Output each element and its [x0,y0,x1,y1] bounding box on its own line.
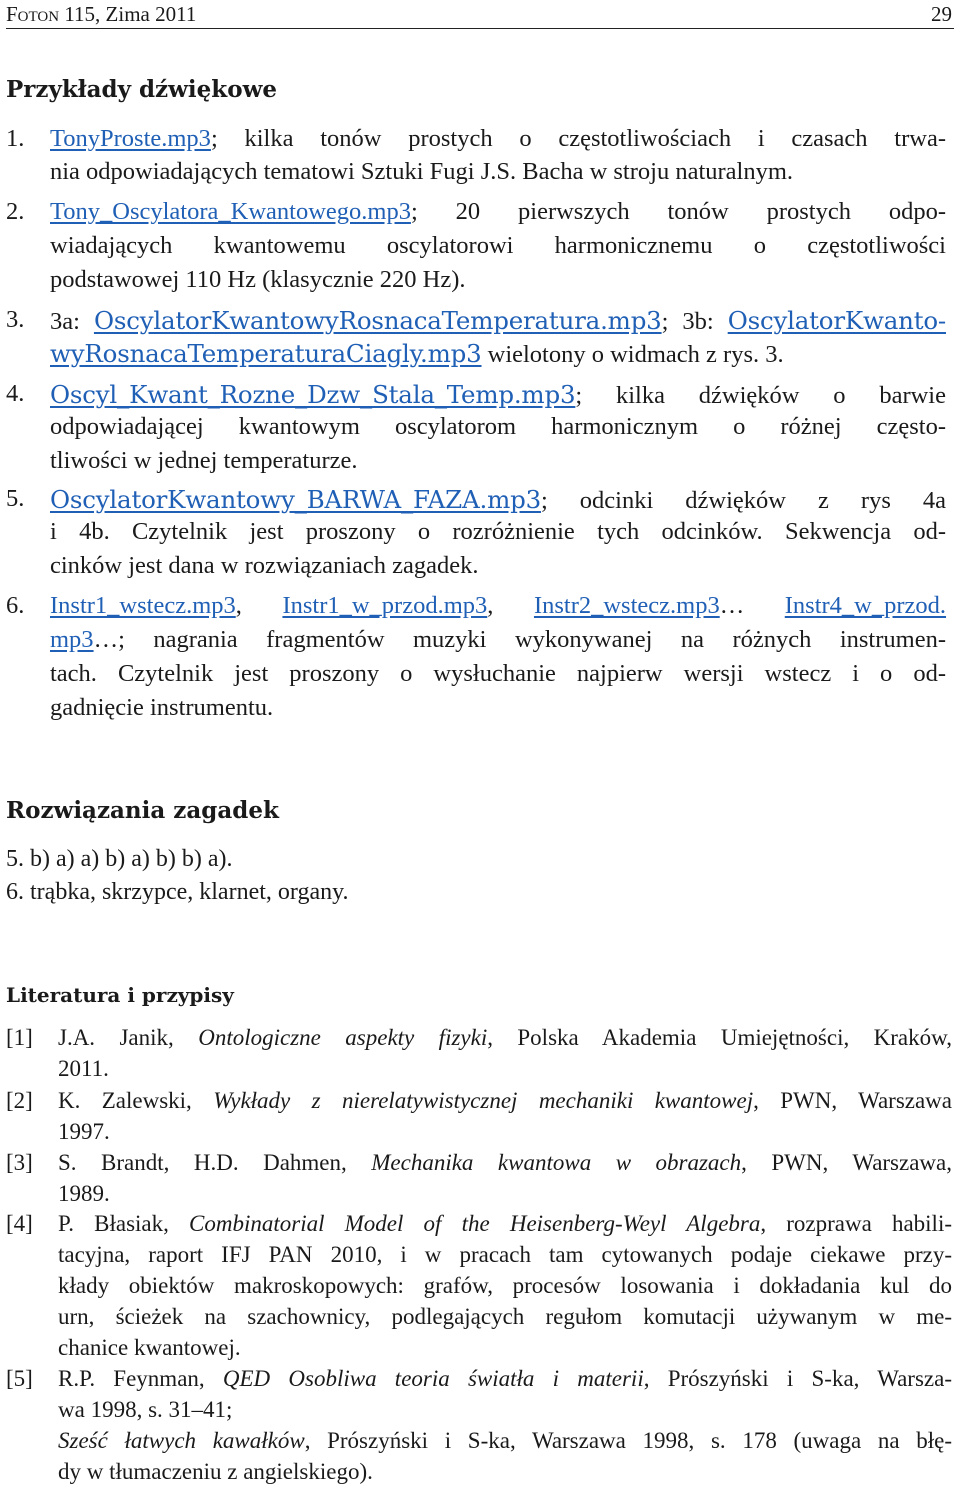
reference-line [58,1366,952,1392]
reference-line: kłady obiektów makroskopowych: grafów, procesów losowania i dokładania kul do [58,1273,952,1298]
item-text: wielotony o widmach z rys. 3. [481,341,784,368]
reference-author: J.A. Janik, [58,1025,199,1050]
reference-author: P. Błasiak, [58,1211,190,1236]
item-number: 3. [6,306,25,333]
item-text: ; odcinki dźwięków z rys 4a [540,487,946,514]
item-text: , [487,592,534,619]
reference-number: [5] [6,1366,33,1391]
item-number: 1. [6,125,25,152]
item-line: nia odpowiadających tematowi Sztuki Fugi J.S. Bacha w stroju naturalnym. [50,158,794,185]
journal-name: Foton [6,2,60,26]
item-line: i 4b. Czytelnik jest proszony o rozróżnienie tych odcinków. Sekwencja od- [50,518,946,545]
sound-link-instr1-w-przod[interactable]: Instr1_w_przod.mp3 [282,592,488,619]
item-text: … [719,592,785,619]
item-text: 3a: [50,308,94,335]
reference-title: Wykłady z nierelatywistycznej mechaniki kwantowej [213,1088,754,1113]
journal-issue [6,1,196,27]
reference-line: dy w tłumaczeniu z angielskiego). [58,1459,373,1484]
item-line: odpowiadającej kwantowym oscylatorom harmonicznym o różnej często- [50,413,946,440]
item-number: 5. [6,485,25,512]
sounds-heading: Przykłady dźwiękowe [6,76,278,103]
reference-line: wa 1998, s. 31–41; [58,1397,233,1422]
reference-title: QED Osobliwa teoria światła i materii [222,1366,644,1391]
item-text: ; kilka dźwięków o barwie [575,382,946,409]
item-number: 4. [6,380,25,407]
reference-title: Sześć łatwych kawałków [58,1428,305,1453]
reference-text: , PWN, Warszawa [753,1088,953,1113]
reference-line [58,1088,952,1114]
item-line: cinków jest dana w rozwiązaniach zagadek. [50,552,479,579]
reference-author: R.P. Feynman, [58,1366,223,1391]
item-line [50,485,946,515]
reference-line: 2011. [58,1056,109,1081]
reference-line: 1989. [58,1181,110,1206]
reference-title: Combinatorial Model of the Heisenberg-Weyl Algebra [189,1211,761,1236]
sound-link-rosnaca-ciagly-part1[interactable]: OscylatorKwanto- [727,306,946,335]
item-line: tliwości w jednej temperaturze. [50,447,358,474]
page-number: 29 [931,2,952,26]
item-text: ; 3b: [661,308,728,335]
reference-number: [1] [6,1025,33,1050]
solutions-heading: Rozwiązania zagadek [6,797,279,824]
reference-line [58,1211,952,1237]
reference-line [58,1150,952,1176]
item-line [50,592,946,620]
reference-title: Ontologiczne aspekty fizyki [198,1025,488,1050]
item-line [50,626,946,654]
issue-label: 115, Zima 2011 [64,2,197,26]
running-header [6,0,954,29]
reference-number: [2] [6,1088,33,1113]
item-line: tach. Czytelnik jest proszony o wysłuchanie najpierw wersji wstecz i o od- [50,660,946,687]
references-heading: Literatura i przypisy [6,983,234,1007]
sound-link-rozne-dzw[interactable]: Oscyl_Kwant_Rozne_Dzw_Stala_Temp.mp3 [50,380,576,409]
sound-link-rosnaca-ciagly-part2[interactable]: wyRosnacaTemperaturaCiagly.mp3 [50,339,482,368]
item-text: , [235,592,283,619]
item-number: 6. [6,592,25,619]
reference-text: , Polska Akademia Umiejętności, Kraków, [487,1025,952,1050]
sound-link-barwa-faza[interactable]: OscylatorKwantowy_BARWA_FAZA.mp3 [50,485,541,514]
reference-line: tacyjna, raport IFJ PAN 2010, i w pracach tam cytowanych podaje ciekawe przy- [58,1242,952,1267]
reference-line [58,1025,952,1051]
item-line [50,339,784,369]
reference-text: , Prószyński i S-ka, Warsza- [643,1366,952,1391]
reference-line [58,1428,952,1454]
reference-text: , rozprawa habili- [760,1211,952,1236]
reference-author: S. Brandt, H.D. Dahmen, [58,1150,372,1175]
sound-link-instr2-wstecz[interactable]: Instr2_wstecz.mp3 [533,592,720,619]
item-number: 2. [6,198,25,225]
item-text: ; 20 pierwszych tonów prostych odpo- [410,198,946,225]
sound-link-tonyproste[interactable]: TonyProste.mp3 [50,125,211,152]
item-line [50,125,946,153]
reference-line: 1997. [58,1119,110,1144]
solution-line-6: 6. trąbka, skrzypce, klarnet, organy. [6,879,349,905]
reference-text: , Prószyński i S-ka, Warszawa 1998, s. 178 (uwaga na błę- [304,1428,952,1453]
sound-link-tony-oscylatora[interactable]: Tony_Oscylatora_Kwantowego.mp3 [50,198,411,225]
reference-number: [3] [6,1150,33,1175]
sound-link-instr4-w-przod-part2[interactable]: mp3 [50,626,94,653]
reference-author: K. Zalewski, [58,1088,214,1113]
sound-link-rosnaca-temperatura[interactable]: OscylatorKwantowyRosnacaTemperatura.mp3 [93,306,662,335]
item-line [50,380,946,410]
item-text: ; kilka tonów prostych o częstotliwościach i czasach trwa- [210,125,946,152]
reference-line: chanice kwantowej. [58,1335,241,1360]
reference-number: [4] [6,1211,33,1236]
sound-link-instr4-w-przod-part1[interactable]: Instr4_w_przod. [784,592,947,619]
reference-text: , PWN, Warszawa, [741,1150,952,1175]
item-line: podstawowej 110 Hz (klasycznie 220 Hz). [50,266,466,293]
reference-line: urn, ścieżek na szachownicy, podlegających regułom komutacji używanym w me- [58,1304,952,1329]
item-line [50,306,946,336]
item-text: …; nagrania fragmentów muzyki wykonywanej na różnych instrumen- [93,626,946,653]
sound-link-instr1-wstecz[interactable]: Instr1_wstecz.mp3 [50,592,236,619]
solution-line-5: 5. b) a) a) b) a) b) b) a). [6,846,233,872]
item-line: wiadających kwantowemu oscylatorowi harmonicznemu o częstotliwości [50,232,946,259]
item-line: gadnięcie instrumentu. [50,694,274,721]
reference-title: Mechanika kwantowa w obrazach [371,1150,742,1175]
item-line [50,198,946,226]
